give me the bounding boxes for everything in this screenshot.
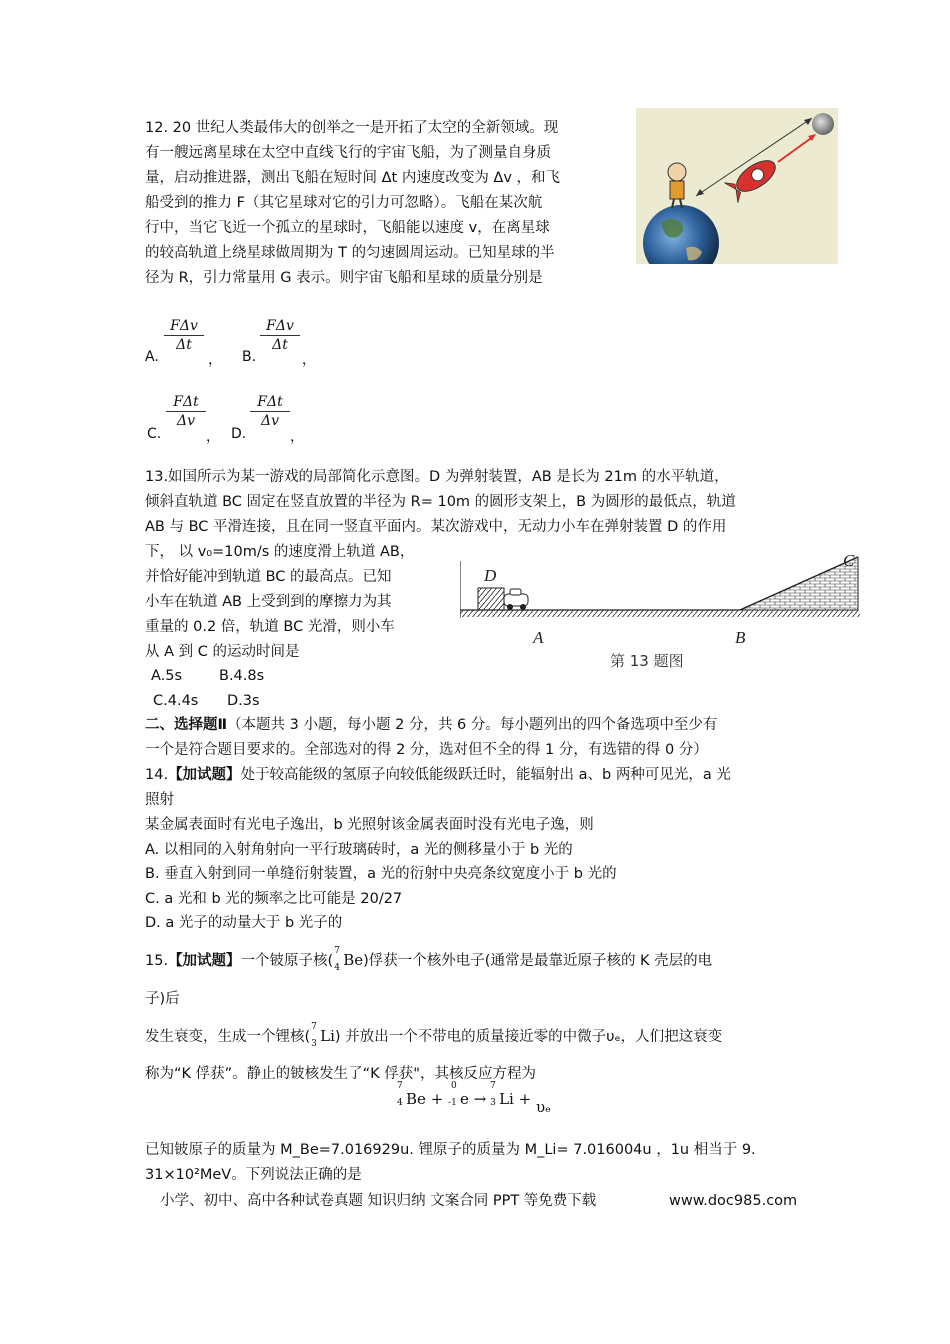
eq-li-mass: 7 — [490, 1081, 496, 1091]
track-diagram — [460, 548, 866, 674]
option-a-numerator: FΔv — [164, 317, 204, 336]
option-a-fraction — [164, 317, 204, 354]
eq-arrow: → — [473, 1090, 487, 1108]
figure-caption: 第 13 题图 — [610, 652, 684, 670]
q14-line2: 照射 — [145, 792, 174, 808]
eq-plus: + — [430, 1090, 444, 1108]
q14-option-c: C. a 光和 b 光的频率之比可能是 20/27 — [145, 891, 403, 907]
q15-tag: 【加试题】 — [168, 953, 241, 969]
q15-text-b: )俘获一个核外电子(通常是最靠近原子核的 K 壳层的电 — [363, 953, 713, 969]
q15-line6: 31×10²MeV。下列说法正确的是 — [145, 1167, 362, 1183]
q15-line5: 已知铍原子的质量为 M_Be=7.016929u. 锂原子的质量为 M_Li= 7.016004u ，1u 相当于 9. — [145, 1142, 756, 1158]
option-b-label: B. — [242, 349, 257, 365]
q14-text: 处于较高能级的氢原子向较低能级跃迁时，能辐射出 a、b 两种可见光，a 光 — [240, 767, 731, 783]
q14-option-b: B. 垂直入射到同一单缝衍射装置，a 光的衍射中央亮条纹宽度小于 b 光的 — [145, 866, 617, 882]
eq-e-mass: 0 — [451, 1081, 457, 1091]
option-d-denominator: Δv — [260, 413, 280, 429]
option-c-denominator: Δv — [176, 413, 196, 429]
beryllium-nucleus — [334, 946, 364, 973]
option-c-fraction — [166, 393, 206, 430]
option-b-denominator: Δt — [272, 337, 288, 353]
eq-e-symbol: e — [460, 1090, 469, 1108]
eq-electron — [448, 1081, 469, 1108]
q15-line2: 子)后 — [145, 991, 180, 1007]
q12-line: 船受到的推力 F（其它星球对它的引力可忽略）。飞船在某次航 — [145, 195, 543, 211]
label-d: D — [484, 566, 497, 585]
eq-e-charge: -1 — [448, 1098, 457, 1108]
q15-line3 — [145, 1024, 722, 1049]
q13-choice-b: B.4.8s — [219, 668, 265, 684]
q13-choice-d: D.3s — [227, 693, 260, 709]
option-c-sep: ， — [206, 429, 220, 445]
lithium-nucleus — [311, 1022, 335, 1049]
q15-text-d: ) 并放出一个不带电的质量接近零的中微子υₑ，人们把这衰变 — [334, 1029, 723, 1045]
q13-line: 重量的 0.2 倍，轨道 BC 光滑，则小车 — [145, 619, 395, 635]
q13-line: 13.如国所示为某一游戏的局部简化示意图。D 为弹射装置，AB 是长为 21m 的水平轨道， — [145, 469, 729, 485]
option-a-denominator: Δt — [176, 337, 192, 353]
eq-neutrino: υₑ — [535, 1098, 551, 1116]
q13-choice-a: A.5s — [151, 668, 183, 684]
q15-text-a: 一个铍原子核( — [240, 953, 334, 969]
option-c-numerator: FΔt — [166, 393, 206, 412]
q13-line: 小车在轨道 AB 上受到到的摩擦力为其 — [145, 594, 392, 610]
q12-line: 量，启动推进器，测出飞船在短时间 Δt 内速度改变为 Δv ，和飞 — [145, 170, 561, 186]
section-2-desc: （本题共 3 小题，每小题 2 分，共 6 分。每小题列出的四个备选项中至少有 — [227, 717, 718, 733]
q13-line: 并恰好能冲到轨道 BC 的最高点。已知 — [145, 569, 392, 585]
option-b-fraction — [260, 317, 300, 354]
label-b: B — [735, 628, 746, 647]
li-symbol: Li — [320, 1027, 335, 1045]
q12-line: 有一艘远离星球在太空中直线飞行的宇宙飞船，为了测量自身质 — [145, 145, 551, 161]
section-2-header — [145, 713, 717, 737]
q12-line: 的较高轨道上绕星球做周期为 T 的匀速圆周运动。已知星球的半 — [145, 245, 555, 261]
q15-text-c: 发生衰变，生成一个锂核( — [145, 1029, 311, 1045]
q14-option-a: A. 以相同的入射角射向一平行玻璃砖时，a 光的侧移量小于 b 光的 — [145, 842, 573, 858]
eq-be-charge: 4 — [397, 1098, 403, 1108]
eq-be-mass: 7 — [397, 1081, 403, 1091]
q13-line: AB 与 BC 平滑连接，且在同一竖直平面内。某次游戏中，无动力小车在弹射装置 D 的作用 — [145, 519, 727, 535]
option-a-sep: ， — [208, 352, 222, 368]
option-d-fraction — [250, 393, 290, 430]
q14-number: 14. — [145, 767, 169, 783]
section-2-title: 二、选择题Ⅱ — [145, 717, 228, 733]
option-c-label: C. — [147, 426, 162, 442]
nuclear-equation — [397, 1081, 551, 1116]
q12-line: 行中，当它飞近一个孤立的星球时，飞船能以速度 v，在离星球 — [145, 220, 550, 236]
option-a-label: A. — [145, 349, 159, 365]
option-d-label: D. — [231, 426, 247, 442]
eq-li-symbol: Li — [499, 1090, 514, 1108]
eq-plus-2: + — [518, 1090, 532, 1108]
option-b-numerator: FΔv — [260, 317, 300, 336]
spaceship-planet-illustration — [636, 108, 838, 264]
be-charge: 4 — [334, 963, 340, 973]
option-d-numerator: FΔt — [250, 393, 290, 412]
eq-li-charge: 3 — [490, 1098, 496, 1108]
eq-li — [490, 1081, 514, 1108]
option-b-sep: ， — [302, 352, 316, 368]
q13-line: 从 A 到 C 的运动时间是 — [145, 644, 300, 660]
label-c: C — [843, 551, 855, 570]
eq-be — [397, 1081, 426, 1108]
q12-line: 径为 R，引力常量用 G 表示。则宇宙飞船和星球的质量分别是 — [145, 270, 543, 286]
q14-tag: 【加试题】 — [168, 767, 241, 783]
be-mass: 7 — [334, 946, 340, 956]
q13-line: 倾斜直轨道 BC 固定在竖直放置的半径为 R= 10m 的圆形支架上，B 为圆形的最低点，轨道 — [145, 494, 736, 510]
footer-text: 小学、初中、高中各种试卷真题 知识归纳 文案合同 PPT 等免费下载 — [160, 1193, 597, 1209]
be-symbol: Be — [343, 951, 364, 969]
q12-line: 12. 20 世纪人类最伟大的创举之一是开拓了太空的全新领域。现 — [145, 120, 559, 136]
q14-line3: 某金属表面时有光电子逸出，b 光照射该金属表面时没有光电子逸，则 — [145, 817, 594, 833]
label-a: A — [533, 628, 544, 647]
q14-option-d: D. a 光子的动量大于 b 光子的 — [145, 915, 343, 931]
li-charge: 3 — [311, 1039, 317, 1049]
li-mass: 7 — [311, 1022, 317, 1032]
footer-url[interactable]: www.doc985.com — [669, 1193, 798, 1209]
q13-line: 下， 以 v₀=10m/s 的速度滑上轨道 AB， — [145, 544, 415, 560]
option-d-sep: ， — [290, 429, 304, 445]
q15-number: 15. — [145, 953, 169, 969]
eq-be-symbol: Be — [406, 1090, 426, 1108]
q15-line4: 称为“K 俘获”。静止的铍核发生了“K 俘获"，其核反应方程为 — [145, 1066, 536, 1082]
section-2-desc-line2: 一个是符合题目要求的。全部选对的得 2 分，选对但不全的得 1 分，有选错的得 0 分） — [145, 742, 708, 758]
q13-choice-c: C.4.4s — [153, 693, 199, 709]
q14-line1 — [145, 763, 731, 787]
q15-line1 — [145, 948, 712, 973]
